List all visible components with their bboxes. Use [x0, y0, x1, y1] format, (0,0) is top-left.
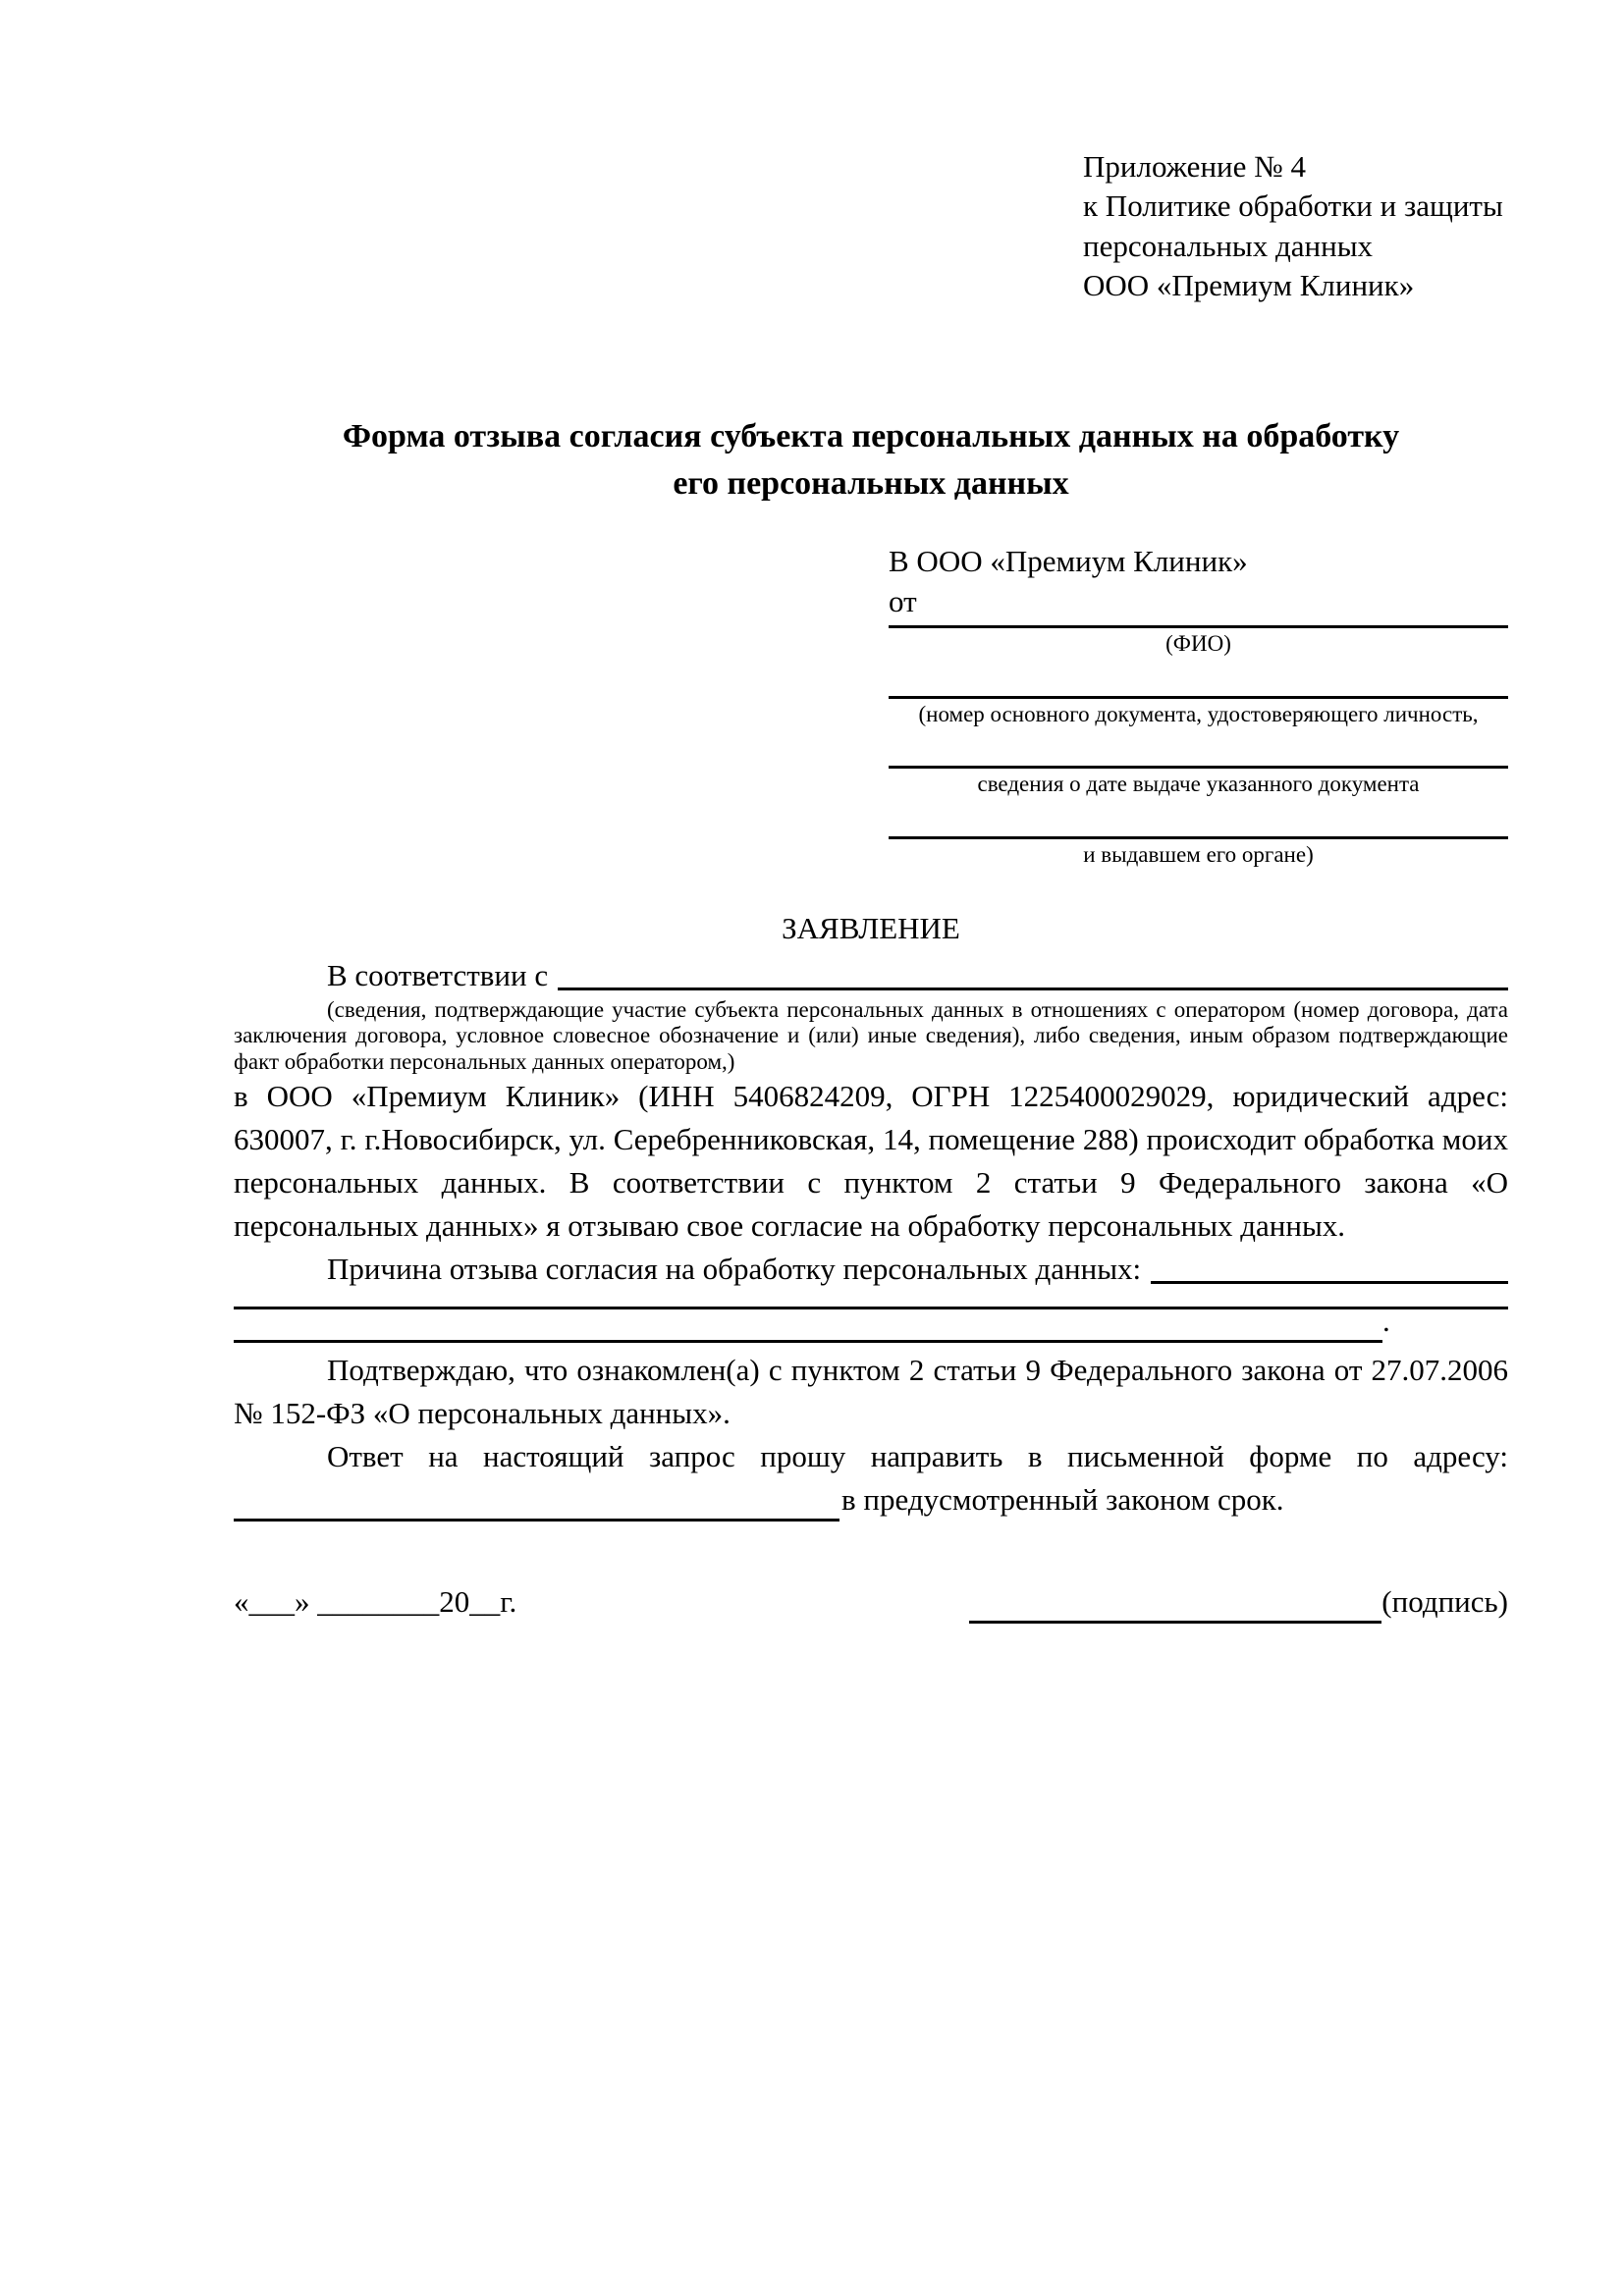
signature-blank-line	[969, 1587, 1381, 1624]
document-title	[234, 413, 1508, 507]
reply-request-tail: в предусмотренный законом срок.	[841, 1482, 1284, 1518]
appendix-note-line: Приложение № 4	[1083, 149, 1306, 184]
basis-intro-row	[234, 954, 1508, 997]
reply-address-row	[234, 1478, 1508, 1522]
confirmation-paragraph: Подтверждаю, что ознакомлен(а) с пунктом 2 статьи 9 Федерального закона от 27.07.2006 № 152-ФЗ «О персональных данных».	[234, 1353, 1508, 1431]
document-title-line-1: Форма отзыва согласия субъекта персональных данных на обработку	[342, 418, 1400, 455]
reason-label: Причина отзыва согласия на обработку персональных данных:	[327, 1252, 1142, 1287]
appendix-note-line: персональных данных	[1083, 228, 1374, 263]
reason-extra-row-2	[234, 1304, 1508, 1343]
reason-row	[234, 1248, 1508, 1291]
signature-caption: (подпись)	[1381, 1584, 1508, 1620]
statement-body: в ООО «Премиум Клиник» (ИНН 5406824209, ОГРН 1225400029029, юридический адрес: 630007, г. г.Новосибирск, ул. Серебренниковская, 14, помещение 288) происходит обработка моих персональных данных. В соответствии с пунктом 2 статьи 9 Федерального закона «О персональных данных» я отзываю свое согласие на обработку персональных данных.	[234, 1079, 1508, 1244]
date-field: «___» ________20__г.	[234, 1584, 517, 1620]
basis-footnote: (сведения, подтверждающие участие субъекта персональных данных в отношениях с оператором (номер договора, дата заключения договора, условное словесное обозначение и (или) иные сведения), либо сведения, иным образом подтверждающие факт обработки персональных данных оператором,)	[234, 997, 1508, 1074]
reason-blank-line	[1151, 1281, 1508, 1284]
addressee-org: В ООО «Премиум Клиник»	[889, 544, 1248, 579]
address-blank-line	[234, 1481, 839, 1522]
fio-caption: (ФИО)	[1165, 630, 1231, 656]
doc-number-caption: (номер основного документа, удостоверяющего личность,	[918, 701, 1479, 726]
doc-number-blank-line	[889, 659, 1508, 699]
appendix-note-line: к Политике обработки и защиты	[1083, 188, 1503, 224]
doc-date-blank-line	[889, 728, 1508, 769]
appendix-note-line: ООО «Премиум Клиник»	[1083, 267, 1415, 302]
doc-date-caption: сведения о дате выдаче указанного документа	[977, 772, 1420, 797]
doc-issuer-blank-line	[889, 799, 1508, 839]
reply-request-line: Ответ на настоящий запрос прошу направить в письменной форме по адресу:	[327, 1439, 1508, 1474]
basis-blank-line	[558, 988, 1508, 990]
appendix-note	[1083, 147, 1508, 305]
fio-blank-line	[889, 621, 1508, 628]
reason-extra-blank-line-2	[234, 1309, 1382, 1343]
footer-row	[234, 1580, 1508, 1624]
document-title-line-2: его персональных данных	[673, 464, 1069, 502]
statement-heading: ЗАЯВЛЕНИЕ	[782, 910, 960, 945]
addressee-block	[889, 542, 1508, 870]
doc-issuer-caption: и выдавшем его органе)	[1083, 842, 1314, 868]
signature-group	[969, 1580, 1508, 1624]
basis-intro-label: В соответствии с	[327, 957, 549, 992]
reason-extra-blank-line-1	[234, 1291, 1508, 1309]
addressee-from-label: от	[889, 583, 917, 618]
period-mark: .	[1382, 1304, 1390, 1339]
